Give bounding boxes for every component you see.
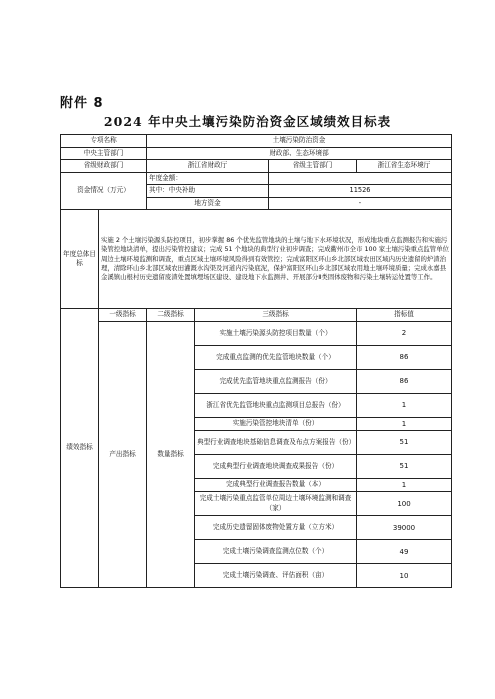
indicator-name: 完成优先监管地块重点监测报告（份） (195, 369, 357, 393)
indicator-value: 51 (357, 430, 452, 454)
funding-central-value: 11526 (269, 185, 452, 198)
col-level2-header: 二级指标 (147, 309, 195, 322)
page-title: 2024 年中央土壤污染防治资金区域绩效目标表 (103, 114, 392, 129)
indicator-name: 完成土壤污染重点监管单位周边土壤环境监测和调查（家） (195, 492, 357, 516)
indicator-name: 实施土壤污染源头防控项目数量（个） (195, 321, 357, 345)
indicators-section-label: 绩效指标 (61, 309, 99, 588)
indicator-name: 完成重点监测的优先监管地块数量（个） (195, 345, 357, 369)
col-level1-header: 一级指标 (99, 309, 147, 322)
indicator-name: 完成土壤污染调查、评估面积（亩） (195, 564, 357, 588)
col-level3-header: 三级指标 (195, 309, 357, 322)
indicator-name: 浙江省优先监管地块重点监测项目总报告（份） (195, 393, 357, 417)
indicator-value: 1 (357, 478, 452, 491)
row-project-name (61, 135, 452, 148)
indicator-name: 完成典型行业调查地块调查成果报告（份） (195, 454, 357, 478)
indicator-name: 完成历史遗留固体废物处置方量（立方米） (195, 516, 357, 540)
indicator-level1: 产出指标 (99, 321, 147, 587)
funding-local-value: - (269, 197, 452, 210)
indicator-value: 10 (357, 564, 452, 588)
indicator-value: 100 (357, 492, 452, 516)
funding-annual-value (269, 172, 452, 185)
prov-finance-label: 省级财政部门 (61, 160, 147, 173)
row-indicator-header (61, 309, 452, 322)
indicator-value: 86 (357, 345, 452, 369)
prov-dept-label: 省级主管部门 (269, 160, 357, 173)
annual-goal-label: 年度总体目标 (61, 210, 99, 309)
indicator-value: 39000 (357, 516, 452, 540)
indicator-value: 86 (357, 369, 452, 393)
row-annual-goal (61, 210, 452, 309)
funding-label: 资金情况（万元） (61, 172, 147, 210)
prov-finance-value: 浙江省财政厅 (147, 160, 269, 173)
central-dept-value: 财政部、生态环境部 (147, 147, 452, 160)
indicator-value: 51 (357, 454, 452, 478)
indicator-value: 49 (357, 540, 452, 564)
indicator-level2: 数量指标 (147, 321, 195, 587)
project-name-label: 专项名称 (61, 135, 147, 148)
row-central-dept (61, 147, 452, 160)
row-funding-annual (61, 172, 452, 185)
annual-goal-text: 实施 2 个土壤污染源头防控项目，初步掌握 86 个优先监管地块的土壤与地下水环境状况，形成地块重点监测报告和实施污染管控地块清单，提出污染管控建议；完成 51 个地块的典型行业初步调查；完成衢州市全市 100 家土壤污染重点监管单位周边土壤环境监测和调查，重点区域土壤环境风险得到有效管控；完成富阳区环山乡北部区域农田区域内历史遗留的炉渣治理，清除环山乡北部区域农田灌溉水沟渠及河道内污染底泥，保护富阳区环山乡北部区域农用地土壤环境质量；完成永嘉县金溪镇山根村历史遗留废渣处置填埋场区建设、建设地下水监测井、开展部分Ⅱ类固体废物和污染土壤转运处置等工作。 (99, 210, 452, 309)
indicator-name: 完成土壤污染调查监测点位数（个） (195, 540, 357, 564)
central-dept-label: 中央主管部门 (61, 147, 147, 160)
funding-central-label: 其中：中央补助 (147, 185, 269, 198)
funding-local-label: 地方资金 (147, 197, 269, 210)
funding-annual-label: 年度金额： (147, 172, 269, 185)
indicator-value: 1 (357, 393, 452, 417)
performance-target-table (60, 134, 452, 588)
project-name-value: 土壤污染防治资金 (147, 135, 452, 148)
indicator-row (61, 321, 452, 345)
prov-dept-value: 浙江省生态环境厅 (357, 160, 452, 173)
indicator-name: 完成典型行业调查报告数量（本） (195, 478, 357, 491)
indicator-value: 2 (357, 321, 452, 345)
indicator-value: 1 (357, 417, 452, 430)
col-value-header: 指标值 (357, 309, 452, 322)
indicator-name: 实施污染管控地块清单（份） (195, 417, 357, 430)
indicator-name: 典型行业调查地块基础信息调查及布点方案报告（份） (195, 430, 357, 454)
row-provincial-depts (61, 160, 452, 173)
attachment-label: 附件 8 (60, 96, 104, 111)
